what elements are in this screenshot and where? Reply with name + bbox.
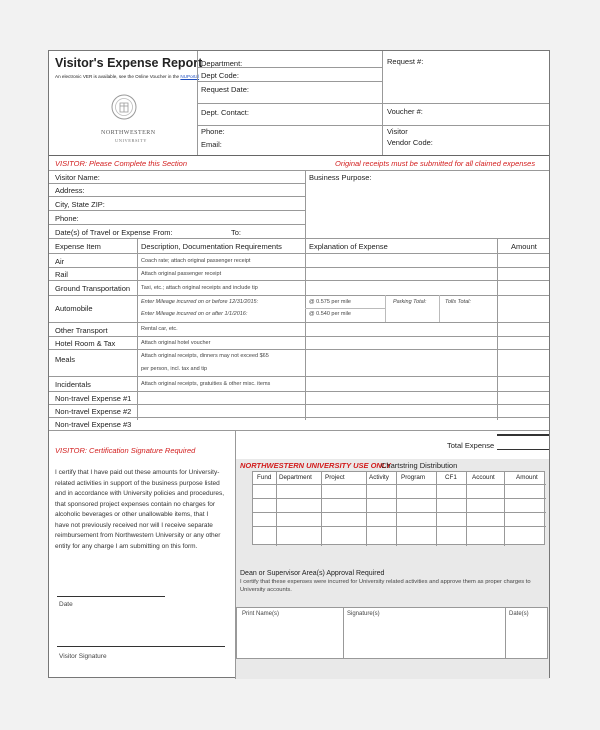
form-title: Visitor's Expense Report — [55, 56, 203, 70]
col-fund: Fund — [257, 474, 272, 481]
col-account: Account — [472, 474, 495, 481]
desc-air: Coach rate; attach original passenger receipt — [141, 258, 251, 264]
tolls-total-label: Tolls Total: — [445, 299, 471, 305]
approval-signature-box — [236, 607, 548, 659]
approval-date-label: Date(s) — [509, 611, 529, 617]
phone-label: Phone: — [201, 127, 225, 136]
desc-incidentals: Attach original receipts, gratuities & other misc. items — [141, 381, 271, 387]
nuportal-link[interactable]: NUPortal — [180, 74, 200, 79]
col-program: Program — [401, 474, 426, 481]
dept-contact-label: Dept. Contact: — [201, 108, 249, 117]
desc-auto-after: Enter Mileage incurred on or after 1/1/2016: — [141, 311, 248, 317]
city-state-zip-label: City, State ZIP: — [55, 200, 105, 209]
email-label: Email: — [201, 140, 222, 149]
desc-hotel: Attach original hotel voucher — [141, 340, 211, 346]
vendor-code-label: Vendor Code: — [387, 138, 433, 147]
table-row-nontravel-2: Non-travel Expense #2 — [55, 407, 132, 416]
certification-text: I certify that I have paid out these amounts for University- related activities in support of the business purpose listed and in accordance with University policies and procedures, that sponsored project expenses contain no charges for alcoholic beverages or other unallowable items, that I have not previously received nor will I receive separate reimbursement from Northwestern University or any other entity for any charge I am submitting on this form. — [55, 469, 225, 550]
desc-meals-2: per person, incl. tax and tip — [141, 366, 208, 372]
visitor-section-heading: VISITOR: Please Complete this Section — [55, 159, 188, 168]
table-row-rail: Rail — [55, 270, 68, 279]
visitor-signature-label: Visitor Signature — [59, 653, 107, 660]
desc-meals: Attach original receipts, dinners may not exceed $65 — [141, 353, 269, 359]
department-label: Department: — [201, 59, 243, 68]
table-row-nontravel-3: Non-travel Expense #3 — [55, 420, 132, 429]
table-row-incidentals: Incidentals — [55, 380, 91, 389]
parking-total-label: Parking Total: — [393, 299, 427, 305]
table-row-nontravel-1: Non-travel Expense #1 — [55, 394, 132, 403]
approval-signature-label: Signature(s) — [347, 611, 380, 617]
table-row-meals: Meals — [55, 355, 76, 364]
university-seal-icon — [110, 92, 138, 126]
rate-after: @ 0.540 per mile — [309, 311, 351, 317]
table-row-hotel: Hotel Room & Tax — [55, 339, 116, 348]
subtitle-text: An electronic VER is available, see the Online Voucher in the — [55, 74, 180, 79]
travel-dates-label: Date(s) of Travel or Expense — [55, 228, 151, 237]
col-project: Project — [325, 474, 345, 481]
logo-subtext: UNIVERSITY — [115, 138, 147, 143]
to-label: To: — [231, 228, 242, 237]
receipts-notice: Original receipts must be submitted for all claimed expenses — [335, 159, 536, 168]
rate-before: @ 0.575 per mile — [309, 299, 351, 305]
cert-date-label: Date — [59, 601, 73, 608]
col-expense-item: Expense Item — [55, 242, 101, 251]
approval-text-2: University accounts. — [240, 587, 292, 593]
table-row-ground: Ground Transportation — [55, 284, 131, 293]
address-label: Address: — [55, 186, 85, 195]
nu-use-heading: NORTHWESTERN UNIVERSITY USE ONLY — [240, 461, 391, 470]
approval-text: I certify that these expenses were incurred for University related activities and approve them as proper charges to — [240, 579, 531, 585]
desc-ground: Taxi, etc.; attach original receipts and include tip — [141, 285, 258, 291]
visitor-label: Visitor — [387, 127, 408, 136]
date-line[interactable] — [57, 596, 165, 597]
table-row-automobile: Automobile — [55, 304, 93, 313]
certification-heading: VISITOR: Certification Signature Required — [55, 446, 196, 455]
chartstring-table — [252, 471, 545, 545]
chartstring-label: Chartstring Distribution — [381, 461, 458, 470]
request-number-label: Request #: — [387, 57, 424, 66]
col-description: Description, Documentation Requirements — [141, 242, 282, 251]
table-row-air: Air — [55, 257, 65, 266]
from-label: From: — [153, 228, 173, 237]
desc-auto-before: Enter Mileage incurred on or before 12/31/2015: — [141, 299, 259, 305]
visitor-signature-line[interactable] — [57, 646, 225, 647]
col-amount: Amount — [511, 242, 537, 251]
desc-rail: Attach original passenger receipt — [141, 271, 222, 277]
table-row-other-transport: Other Transport — [55, 326, 108, 335]
expense-report-form — [48, 50, 550, 678]
col-activity: Activity — [369, 474, 389, 481]
voucher-number-label: Voucher #: — [387, 107, 423, 116]
business-purpose-label: Business Purpose: — [309, 173, 372, 182]
visitor-name-label: Visitor Name: — [55, 173, 100, 182]
col-chart-amount: Amount — [516, 474, 538, 481]
request-date-label: Request Date: — [201, 85, 249, 94]
col-explanation: Explanation of Expense — [309, 242, 388, 251]
subtitle — [55, 74, 199, 79]
col-department: Department — [279, 474, 312, 481]
approval-heading: Dean or Supervisor Area(s) Approval Required — [240, 570, 385, 577]
col-cf1: CF1 — [445, 474, 457, 481]
logo-text: NORTHWESTERN — [101, 130, 156, 136]
dept-code-label: Dept Code: — [201, 71, 239, 80]
total-expense-label: Total Expense — [447, 441, 495, 450]
print-name-label: Print Name(s) — [242, 611, 280, 617]
desc-other-transport: Rental car, etc. — [141, 326, 178, 332]
visitor-phone-label: Phone: — [55, 214, 79, 223]
